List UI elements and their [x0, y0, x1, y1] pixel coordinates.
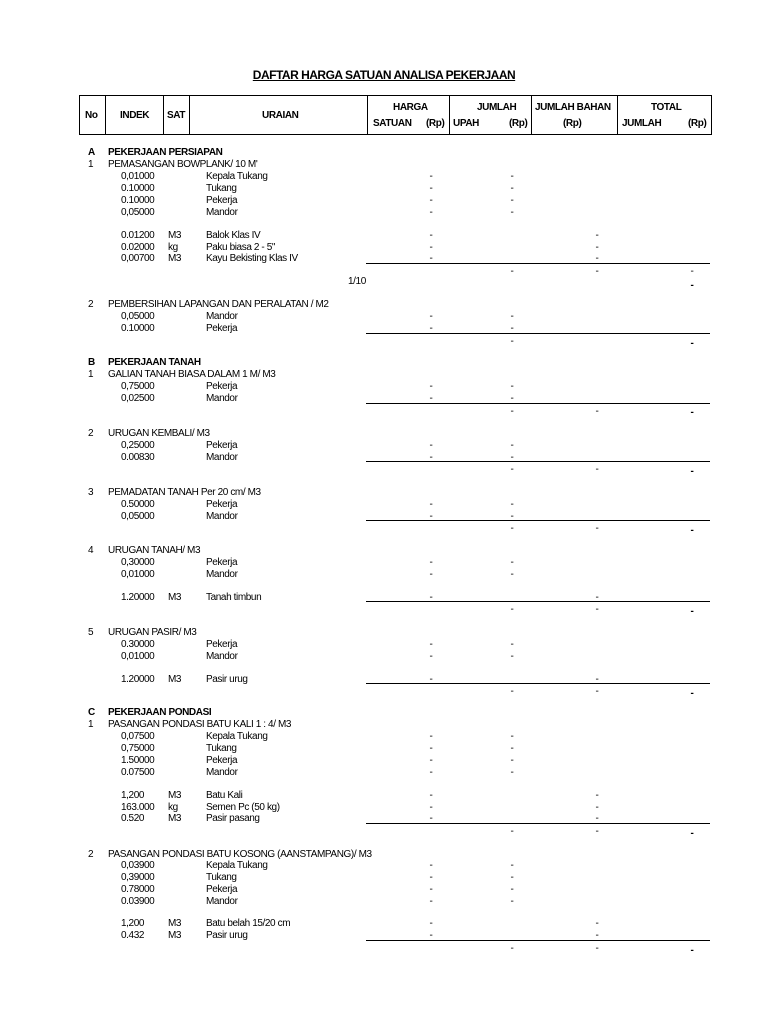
header-no: No [85, 110, 98, 121]
harga-satuan-value: - [429, 651, 433, 662]
harga-satuan-value: - [429, 896, 433, 907]
bahan-value: - [595, 790, 599, 801]
upah-value: - [510, 557, 514, 568]
row-unit: M3 [168, 674, 182, 685]
header-bahan-unit: (Rp) [563, 118, 582, 129]
row-index: 0,30000 [121, 557, 155, 568]
row-unit: M3 [168, 813, 182, 824]
subtotal-underline [366, 333, 710, 334]
item-title: URUGAN KEMBALI/ M3 [108, 428, 210, 439]
section-no: B [88, 357, 95, 368]
row-index: 0,75000 [121, 743, 155, 754]
upah-value: - [510, 311, 514, 322]
row-index: 1.20000 [121, 674, 155, 685]
row-description: Batu belah 15/20 cm [206, 918, 291, 929]
harga-satuan-value: - [429, 592, 433, 603]
row-unit: kg [168, 802, 178, 813]
harga-satuan-value: - [429, 918, 433, 929]
harga-satuan-value: - [429, 499, 433, 510]
row-description: Tukang [206, 743, 237, 754]
subtotal-value: - [595, 686, 599, 697]
bahan-value: - [595, 930, 599, 941]
row-index: 0.00830 [121, 452, 155, 463]
upah-value: - [510, 767, 514, 778]
upah-value: - [510, 755, 514, 766]
row-description: Pekerja [206, 195, 238, 206]
harga-satuan-value: - [429, 242, 433, 253]
row-index: 0.02000 [121, 242, 155, 253]
subtotal-value: - [690, 266, 694, 277]
row-description: Mandor [206, 896, 238, 907]
row-description: Pekerja [206, 639, 238, 650]
subtotal-value: - [510, 406, 514, 417]
harga-satuan-value: - [429, 393, 433, 404]
upah-value: - [510, 195, 514, 206]
row-description: Mandor [206, 393, 238, 404]
upah-value: - [510, 171, 514, 182]
harga-satuan-value: - [429, 323, 433, 334]
row-description: Mandor [206, 569, 238, 580]
header-total-unit: (Rp) [688, 118, 707, 129]
harga-satuan-value: - [429, 569, 433, 580]
upah-value: - [510, 651, 514, 662]
row-description: Pekerja [206, 381, 238, 392]
subtotal-value: - [595, 523, 599, 534]
total-value: - [690, 606, 694, 617]
header-sat: SAT [167, 110, 186, 121]
upah-value: - [510, 743, 514, 754]
row-index: 0,01000 [121, 171, 155, 182]
item-no: 2 [88, 428, 94, 439]
row-index: 0,75000 [121, 381, 155, 392]
header-total-bottom: JUMLAH [622, 118, 662, 129]
harga-satuan-value: - [429, 743, 433, 754]
row-description: Kepala Tukang [206, 860, 268, 871]
item-title: URUGAN TANAH/ M3 [108, 545, 201, 556]
header-harga-bottom: SATUAN [373, 118, 412, 129]
row-description: Mandor [206, 207, 238, 218]
header-bahan-top: JUMLAH BAHAN [535, 102, 611, 113]
harga-satuan-value: - [429, 872, 433, 883]
row-index: 163.000 [121, 802, 155, 813]
subtotal-value: - [595, 464, 599, 475]
subtotal-value: - [510, 464, 514, 475]
subtotal-value: - [510, 604, 514, 615]
row-description: Tukang [206, 872, 237, 883]
row-index: 0,05000 [121, 511, 155, 522]
harga-satuan-value: - [429, 195, 433, 206]
harga-satuan-value: - [429, 930, 433, 941]
row-description: Pasir urug [206, 930, 248, 941]
header-jumlah-bottom: UPAH [453, 118, 479, 129]
harga-satuan-value: - [429, 639, 433, 650]
bahan-value: - [595, 253, 599, 264]
row-description: Batu Kali [206, 790, 243, 801]
header-uraian: URAIAN [262, 110, 299, 121]
row-index: 0.78000 [121, 884, 155, 895]
harga-satuan-value: - [429, 790, 433, 801]
item-title: PEMADATAN TANAH Per 20 cm/ M3 [108, 487, 261, 498]
row-index: 0.50000 [121, 499, 155, 510]
total-value: - [690, 407, 694, 418]
section-title: PEKERJAAN PONDASI [108, 707, 212, 718]
item-title: PASANGAN PONDASI BATU KALI 1 : 4/ M3 [108, 719, 292, 730]
upah-value: - [510, 731, 514, 742]
header-indeks: INDEK [120, 110, 150, 121]
row-description: Tanah timbun [206, 592, 262, 603]
upah-value: - [510, 884, 514, 895]
upah-value: - [510, 569, 514, 580]
row-description: Kepala Tukang [206, 171, 268, 182]
bahan-value: - [595, 813, 599, 824]
row-unit: M3 [168, 918, 182, 929]
upah-value: - [510, 452, 514, 463]
subtotal-underline [366, 823, 710, 824]
harga-satuan-value: - [429, 802, 433, 813]
upah-value: - [510, 860, 514, 871]
upah-value: - [510, 183, 514, 194]
row-index: 0.03900 [121, 896, 155, 907]
row-description: Mandor [206, 311, 238, 322]
harga-satuan-value: - [429, 731, 433, 742]
upah-value: - [510, 207, 514, 218]
header-total-top: TOTAL [651, 102, 682, 113]
harga-satuan-value: - [429, 311, 433, 322]
row-description: Mandor [206, 452, 238, 463]
upah-value: - [510, 440, 514, 451]
row-description: Pekerja [206, 323, 238, 334]
row-index: 0.30000 [121, 639, 155, 650]
harga-satuan-value: - [429, 440, 433, 451]
subtotal-value: - [510, 523, 514, 534]
harga-satuan-value: - [429, 230, 433, 241]
item-no: 5 [88, 627, 94, 638]
item-title: PASANGAN PONDASI BATU KOSONG (AANSTAMPANG)/ M3 [108, 849, 372, 860]
subtotal-value: - [595, 604, 599, 615]
row-description: Mandor [206, 767, 238, 778]
harga-satuan-value: - [429, 755, 433, 766]
row-unit: M3 [168, 592, 182, 603]
harga-satuan-value: - [429, 557, 433, 568]
subtotal-value: - [595, 266, 599, 277]
item-title: PEMASANGAN BOWPLANK/ 10 M' [108, 159, 258, 170]
subtotal-underline [366, 601, 710, 602]
section-title: PEKERJAAN TANAH [108, 357, 201, 368]
subtotal-underline [366, 940, 710, 941]
upah-value: - [510, 323, 514, 334]
subtotal-value: - [510, 686, 514, 697]
bahan-value: - [595, 802, 599, 813]
upah-value: - [510, 639, 514, 650]
row-index: 0,01000 [121, 651, 155, 662]
row-description: Mandor [206, 511, 238, 522]
upah-value: - [510, 896, 514, 907]
total-value: - [690, 466, 694, 477]
row-index: 0,05000 [121, 207, 155, 218]
total-value: - [690, 688, 694, 699]
row-index: 0.01200 [121, 230, 155, 241]
subtotal-value: - [510, 826, 514, 837]
row-index: 0,01000 [121, 569, 155, 580]
subtotal-value: - [510, 266, 514, 277]
harga-satuan-value: - [429, 171, 433, 182]
row-index: 0,00700 [121, 253, 155, 264]
row-description: Pasir pasang [206, 813, 260, 824]
total-value: - [690, 280, 694, 291]
row-index: 0.10000 [121, 183, 155, 194]
row-index: 0,02500 [121, 393, 155, 404]
row-unit: M3 [168, 790, 182, 801]
row-index: 0.10000 [121, 195, 155, 206]
item-no: 1 [88, 159, 94, 170]
total-value: - [690, 945, 694, 956]
header-jumlah-top: JUMLAH [477, 102, 517, 113]
row-index: 0,07500 [121, 731, 155, 742]
row-unit: M3 [168, 930, 182, 941]
subtotal-underline [366, 683, 710, 684]
row-index: 0,05000 [121, 311, 155, 322]
header-jumlah-unit: (Rp) [509, 118, 528, 129]
row-unit: M3 [168, 230, 182, 241]
bahan-value: - [595, 674, 599, 685]
row-index: 0,39000 [121, 872, 155, 883]
bahan-value: - [595, 592, 599, 603]
subtotal-value: - [595, 826, 599, 837]
row-index: 1,200 [121, 918, 145, 929]
item-title: PEMBERSIHAN LAPANGAN DAN PERALATAN / M2 [108, 299, 329, 310]
harga-satuan-value: - [429, 674, 433, 685]
total-value: - [690, 338, 694, 349]
row-description: Paku biasa 2 - 5" [206, 242, 276, 253]
row-description: Pekerja [206, 499, 238, 510]
bahan-value: - [595, 918, 599, 929]
row-index: 0.520 [121, 813, 145, 824]
subtotal-underline [366, 263, 710, 264]
subtotal-value: - [510, 336, 514, 347]
item-no: 4 [88, 545, 94, 556]
harga-satuan-value: - [429, 183, 433, 194]
section-no: C [88, 707, 95, 718]
upah-value: - [510, 381, 514, 392]
harga-satuan-value: - [429, 860, 433, 871]
harga-satuan-value: - [429, 381, 433, 392]
subtotal-underline [366, 461, 710, 462]
bahan-value: - [595, 230, 599, 241]
harga-satuan-value: - [429, 884, 433, 895]
upah-value: - [510, 393, 514, 404]
row-index: 0.432 [121, 930, 145, 941]
page-number: 1/10 [348, 276, 366, 287]
item-no: 2 [88, 849, 94, 860]
row-description: Pasir urug [206, 674, 248, 685]
bahan-value: - [595, 242, 599, 253]
item-no: 2 [88, 299, 94, 310]
section-title: PEKERJAAN PERSIAPAN [108, 147, 223, 158]
subtotal-value: - [595, 406, 599, 417]
row-description: Kepala Tukang [206, 731, 268, 742]
subtotal-value: - [595, 943, 599, 954]
subtotal-value: - [510, 943, 514, 954]
total-value: - [690, 828, 694, 839]
row-description: Balok Klas IV [206, 230, 261, 241]
header-harga-unit: (Rp) [426, 118, 445, 129]
document-title: DAFTAR HARGA SATUAN ANALISA PEKERJAAN [252, 68, 516, 82]
row-description: Pekerja [206, 884, 238, 895]
table-header [79, 95, 712, 135]
harga-satuan-value: - [429, 253, 433, 264]
subtotal-underline [366, 520, 710, 521]
row-index: 0,03900 [121, 860, 155, 871]
row-index: 0.10000 [121, 323, 155, 334]
row-unit: M3 [168, 253, 182, 264]
harga-satuan-value: - [429, 207, 433, 218]
row-index: 1.20000 [121, 592, 155, 603]
row-description: Tukang [206, 183, 237, 194]
row-index: 0,25000 [121, 440, 155, 451]
harga-satuan-value: - [429, 452, 433, 463]
total-value: - [690, 525, 694, 536]
row-index: 0.07500 [121, 767, 155, 778]
row-description: Pekerja [206, 557, 238, 568]
upah-value: - [510, 511, 514, 522]
item-no: 1 [88, 369, 94, 380]
upah-value: - [510, 872, 514, 883]
row-description: Semen Pc (50 kg) [206, 802, 280, 813]
row-description: Mandor [206, 651, 238, 662]
row-index: 1,200 [121, 790, 145, 801]
item-no: 3 [88, 487, 94, 498]
section-no: A [88, 147, 95, 158]
item-title: GALIAN TANAH BIASA DALAM 1 M/ M3 [108, 369, 276, 380]
item-title: URUGAN PASIR/ M3 [108, 627, 197, 638]
subtotal-underline [366, 403, 710, 404]
item-no: 1 [88, 719, 94, 730]
row-description: Pekerja [206, 755, 238, 766]
harga-satuan-value: - [429, 767, 433, 778]
upah-value: - [510, 499, 514, 510]
row-unit: kg [168, 242, 178, 253]
row-description: Pekerja [206, 440, 238, 451]
header-harga-top: HARGA [393, 102, 428, 113]
harga-satuan-value: - [429, 813, 433, 824]
harga-satuan-value: - [429, 511, 433, 522]
row-description: Kayu Bekisting Klas IV [206, 253, 298, 264]
row-index: 1.50000 [121, 755, 155, 766]
